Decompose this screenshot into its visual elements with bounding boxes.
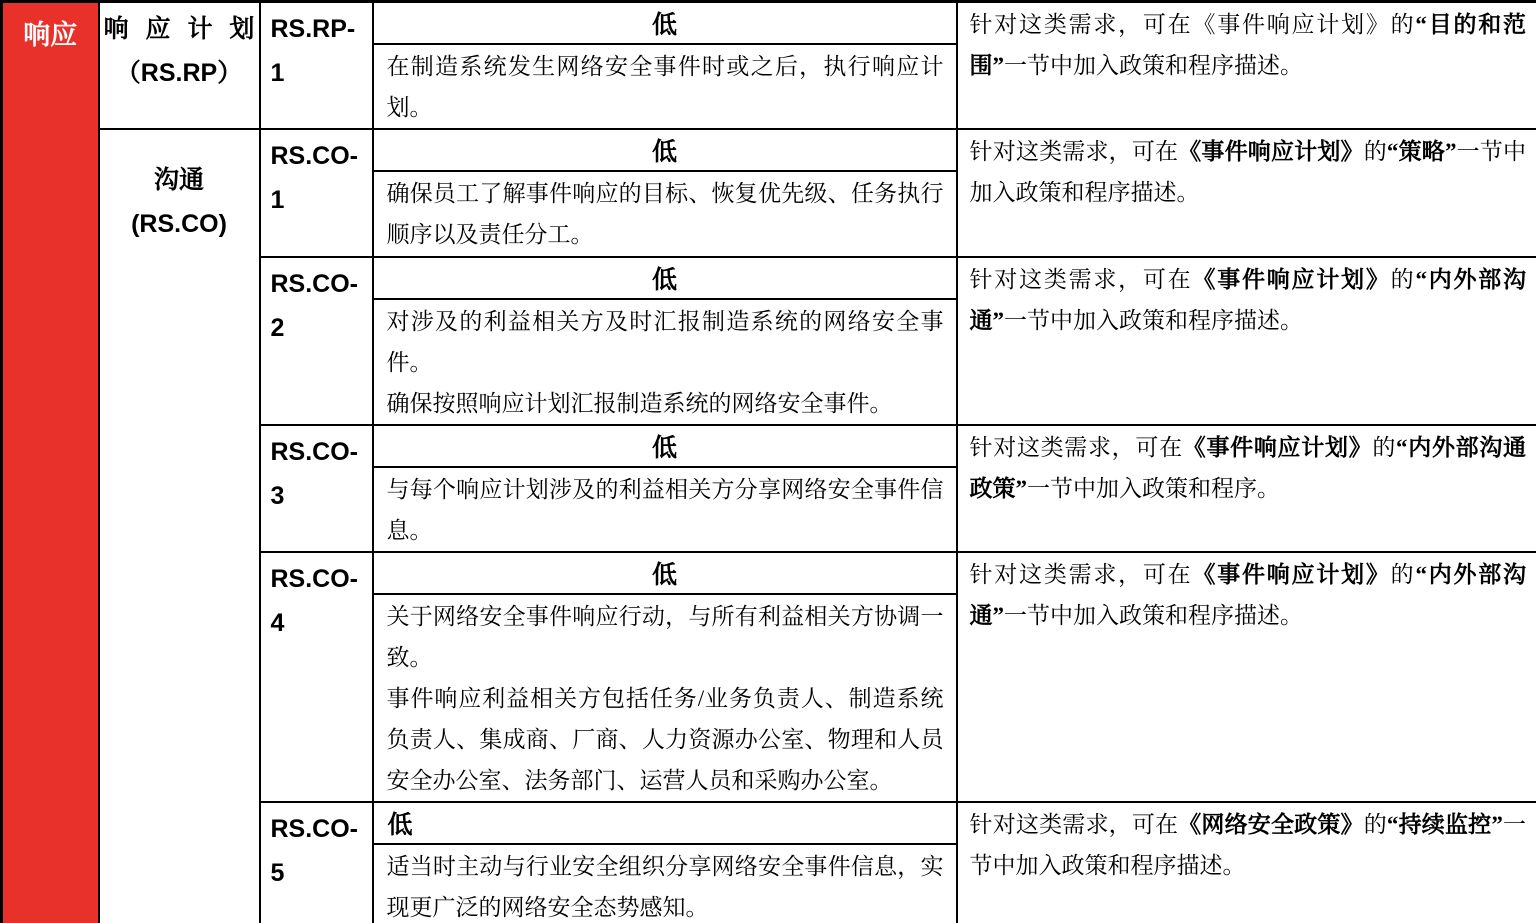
category-cell-rs-rp (99, 2, 260, 130)
category-cell-rs-co (99, 129, 260, 923)
subcategory-description: 与每个响应计划涉及的利益相关方分享网络安全事件信息。 (386, 477, 944, 543)
subcategory-id-cell: RS.CO-4 (260, 552, 373, 802)
priority-badge: 低 (374, 258, 956, 300)
category-name: 响 应 计 划 (103, 15, 255, 43)
priority-badge: 低 (374, 553, 956, 595)
subcategory-id-cell: RS.CO-3 (260, 425, 373, 552)
subcategory-description: 适当时主动与行业安全组织分享网络安全事件信息，实现更广泛的网络安全态势感知。 (386, 854, 944, 920)
category-name: 沟通 (153, 166, 204, 194)
priority-description-cell (373, 129, 957, 257)
recommendation-cell: 针对这类需求，可在《事件响应计划》的“内外部沟通”一节中加入政策和程序描述。 (957, 257, 1536, 425)
function-cell-response: 响应 (2, 2, 99, 923)
subcategory-description: 在制造系统发生网络安全事件时或之后，执行响应计划。 (386, 54, 944, 120)
priority-description-cell (373, 257, 957, 425)
recommendation-cell: 针对这类需求，可在《事件响应计划》的“内外部沟通”一节中加入政策和程序描述。 (957, 552, 1536, 802)
priority-description-cell (373, 2, 957, 130)
subcategory-description: 对涉及的利益相关方及时汇报制造系统的网络安全事件。 确保按照响应计划汇报制造系统的网络安全事件。 (386, 309, 944, 416)
subcategory-description: 关于网络安全事件响应行动，与所有利益相关方协调一致。 事件响应利益相关方包括任务/业务负责人、制造系统负责人、集成商、厂商、人力资源办公室、物理和人员安全办公室、法务部门、运营人员和采购办公室。 (386, 604, 944, 793)
subcategory-id-cell: RS.CO-2 (260, 257, 373, 425)
category-id: （RS.RP） (115, 59, 243, 87)
priority-description-cell (373, 552, 957, 802)
priority-badge: 低 (374, 803, 956, 845)
subcategory-id-cell: RS.CO-5 (260, 802, 373, 923)
category-id: (RS.CO) (131, 210, 227, 238)
priority-badge: 低 (374, 3, 956, 45)
priority-badge: 低 (374, 426, 956, 468)
priority-description-cell (373, 802, 957, 923)
subcategory-id-cell: RS.CO-1 (260, 129, 373, 257)
recommendation-cell: 针对这类需求，可在《网络安全政策》的“持续监控”一节中加入政策和程序描述。 (957, 802, 1536, 923)
recommendation-cell: 针对这类需求，可在《事件响应计划》的“内外部沟通政策”一节中加入政策和程序。 (957, 425, 1536, 552)
recommendation-cell: 针对这类需求，可在《事件响应计划》的“目的和范围”一节中加入政策和程序描述。 (957, 2, 1536, 130)
priority-description-cell (373, 425, 957, 552)
subcategory-id-cell: RS.RP-1 (260, 2, 373, 130)
priority-badge: 低 (374, 130, 956, 172)
recommendation-cell: 针对这类需求，可在《事件响应计划》的“策略”一节中加入政策和程序描述。 (957, 129, 1536, 257)
subcategory-description: 确保员工了解事件响应的目标、恢复优先级、任务执行顺序以及责任分工。 (386, 181, 944, 247)
